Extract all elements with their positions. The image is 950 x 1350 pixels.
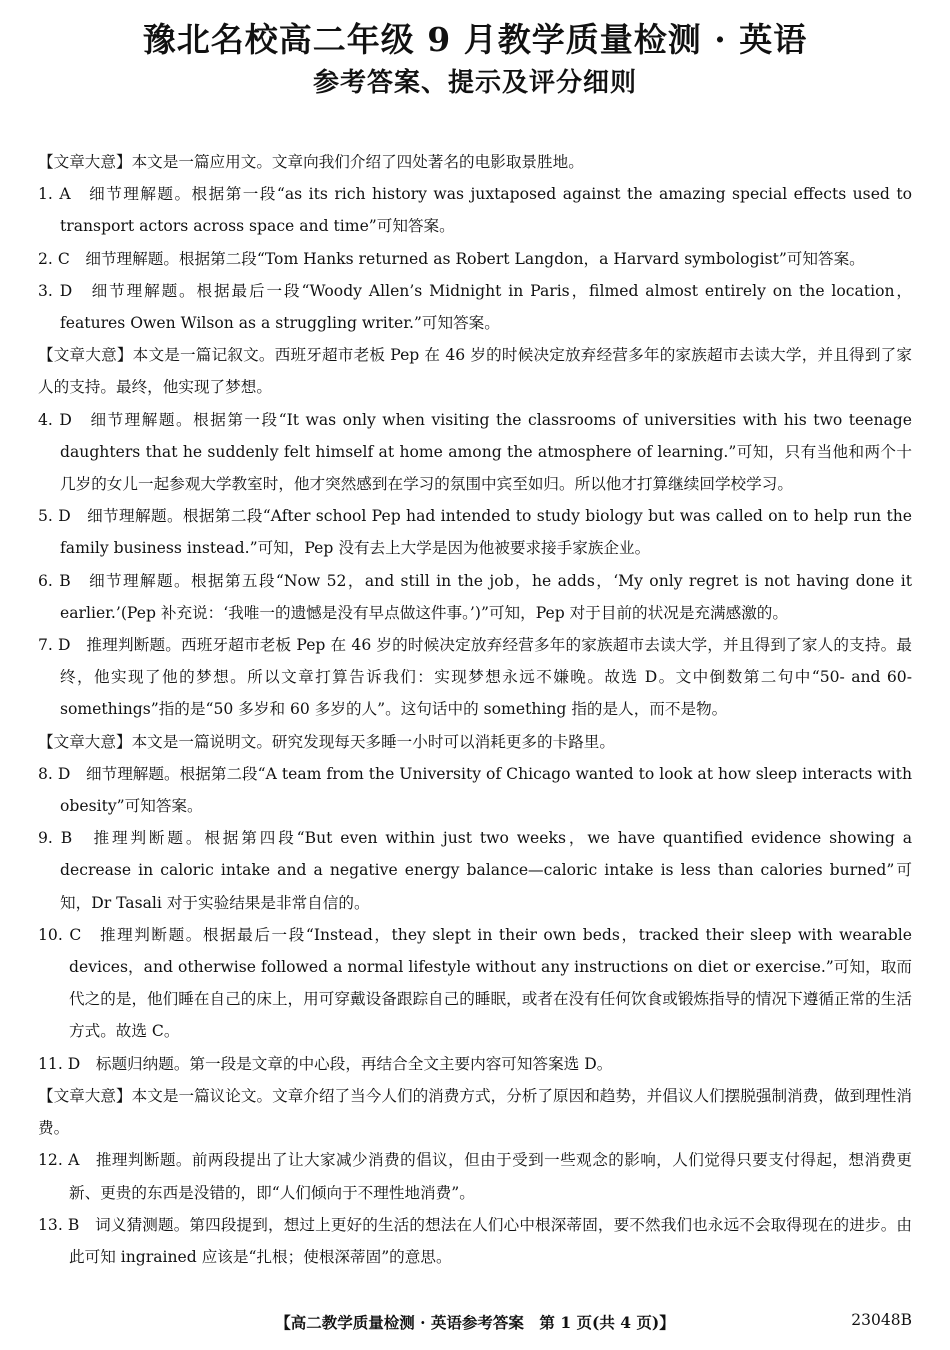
page-title: 豫北名校高二年级 9 月教学质量检测 · 英语 <box>142 20 808 59</box>
answer-item: 11. D 标题归纳题。第一段是文章的中心段，再结合全文主要内容可知答案选 D。 <box>38 1054 613 1073</box>
answer-item: 10. C 推理判断题。根据最后一段“Instead，they slept in their own beds，tracked their sleep with wearable devices，and otherwise followed a normal lifestyle without any instructions on diet or exercise.”可知，取而代之的是，他们睡在自己的床上，用可穿戴设备跟踪自己的睡眠，或者在没有任何饮食或锻炼指导的情况下遵循正常的生活方式。故选 C。 <box>38 925 912 1041</box>
passage-summary: 【文章大意】本文是一篇记叙文。西班牙超市老板 Pep 在 46 岁的时候决定放弃经营多年的家族超市去读大学，并且得到了家人的支持。最终，他实现了梦想。 <box>38 346 912 397</box>
answer-list <box>38 146 912 1273</box>
answer-item: 12. A 推理判断题。前两段提出了让大家减少消费的倡议，但由于受到一些观念的影响，人们觉得只要支付得起，想消费更新、更贵的东西是没错的，即“人们倾向于不理性地消费”。 <box>38 1151 912 1202</box>
footer-page-info: 【高二教学质量检测 · 英语参考答案 第 1 页(共 4 页)】 <box>275 1313 675 1332</box>
answer-item: 1. A 细节理解题。根据第一段“as its rich history was juxtaposed against the amazing special effects used to transport actors across space and time”可知答案。 <box>38 185 912 236</box>
answer-item: 3. D 细节理解题。根据最后一段“Woody Allen’s Midnight in Paris，filmed almost entirely on the location，features Owen Wilson as a struggling writer.”可知答案。 <box>38 281 912 333</box>
answer-item: 2. C 细节理解题。根据第二段“Tom Hanks returned as Robert Langdon，a Harvard symbologist”可知答案。 <box>38 249 865 268</box>
page-subtitle: 参考答案、提示及评分细则 <box>312 68 637 98</box>
answer-item: 5. D 细节理解题。根据第二段“After school Pep had intended to study biology but was called on to help run the family business instead.”可知，Pep 没有去上大学是因为他被要求接手家族企业。 <box>38 507 912 558</box>
answer-item: 4. D 细节理解题。根据第一段“It was only when visiting the classrooms of universities with his two teenage daughters that he suddenly felt himself at home among the atmosphere of learning.”可知，只有当他和两个十几岁的女儿一起参观大学教室时，他才突然感到在学习的氛围中宾至如归。所以他才打算继续回学校学习。 <box>38 410 912 494</box>
answer-item: 7. D 推理判断题。西班牙超市老板 Pep 在 46 岁的时候决定放弃经营多年的家族超市去读大学，并且得到了家人的支持。最终，他实现了他的梦想。所以文章打算告诉我们：实现梦想永远不嫌晚。故选 D。文中倒数第二句中“50- and 60- somethings”指的是“50 多岁和 60 多岁的人”。这句话中的 something 指的是人，而不是物。 <box>38 636 912 719</box>
passage-summary: 【文章大意】本文是一篇议论文。文章介绍了当今人们的消费方式，分析了原因和趋势，并倡议人们摆脱强制消费，做到理性消费。 <box>38 1086 912 1138</box>
answer-item: 13. B 词义猜测题。第四段提到，想过上更好的生活的想法在人们心中根深蒂固，要不然我们也永远不会取得现在的进步。由此可知 ingrained 应该是“扎根；使根深蒂固”的意思。 <box>38 1215 912 1266</box>
answer-item: 6. B 细节理解题。根据第五段“Now 52，and still in the job，he adds，‘My only regret is not having done it earlier.’(Pep 补充说：‘我唯一的遗憾是没有早点做这件事。’)”可知，Pep 对于目前的状况是充满感激的。 <box>38 571 912 622</box>
passage-summary: 【文章大意】本文是一篇说明文。研究发现每天多睡一小时可以消耗更多的卡路里。 <box>38 732 615 751</box>
answer-item: 8. D 细节理解题。根据第二段“A team from the University of Chicago wanted to look at how sleep interacts with obesity”可知答案。 <box>38 764 912 816</box>
passage-summary: 【文章大意】本文是一篇应用文。文章向我们介绍了四处著名的电影取景胜地。 <box>38 153 584 171</box>
answer-item: 9. B 推理判断题。根据第四段“But even within just two weeks，we have quantified evidence showing a decrease in caloric intake and a negative energy balance—caloric intake is less than calories burned”可知，Dr Tasali 对于实验结果是非常自信的。 <box>38 829 912 912</box>
footer-paper-code: 23048B <box>851 1311 912 1329</box>
